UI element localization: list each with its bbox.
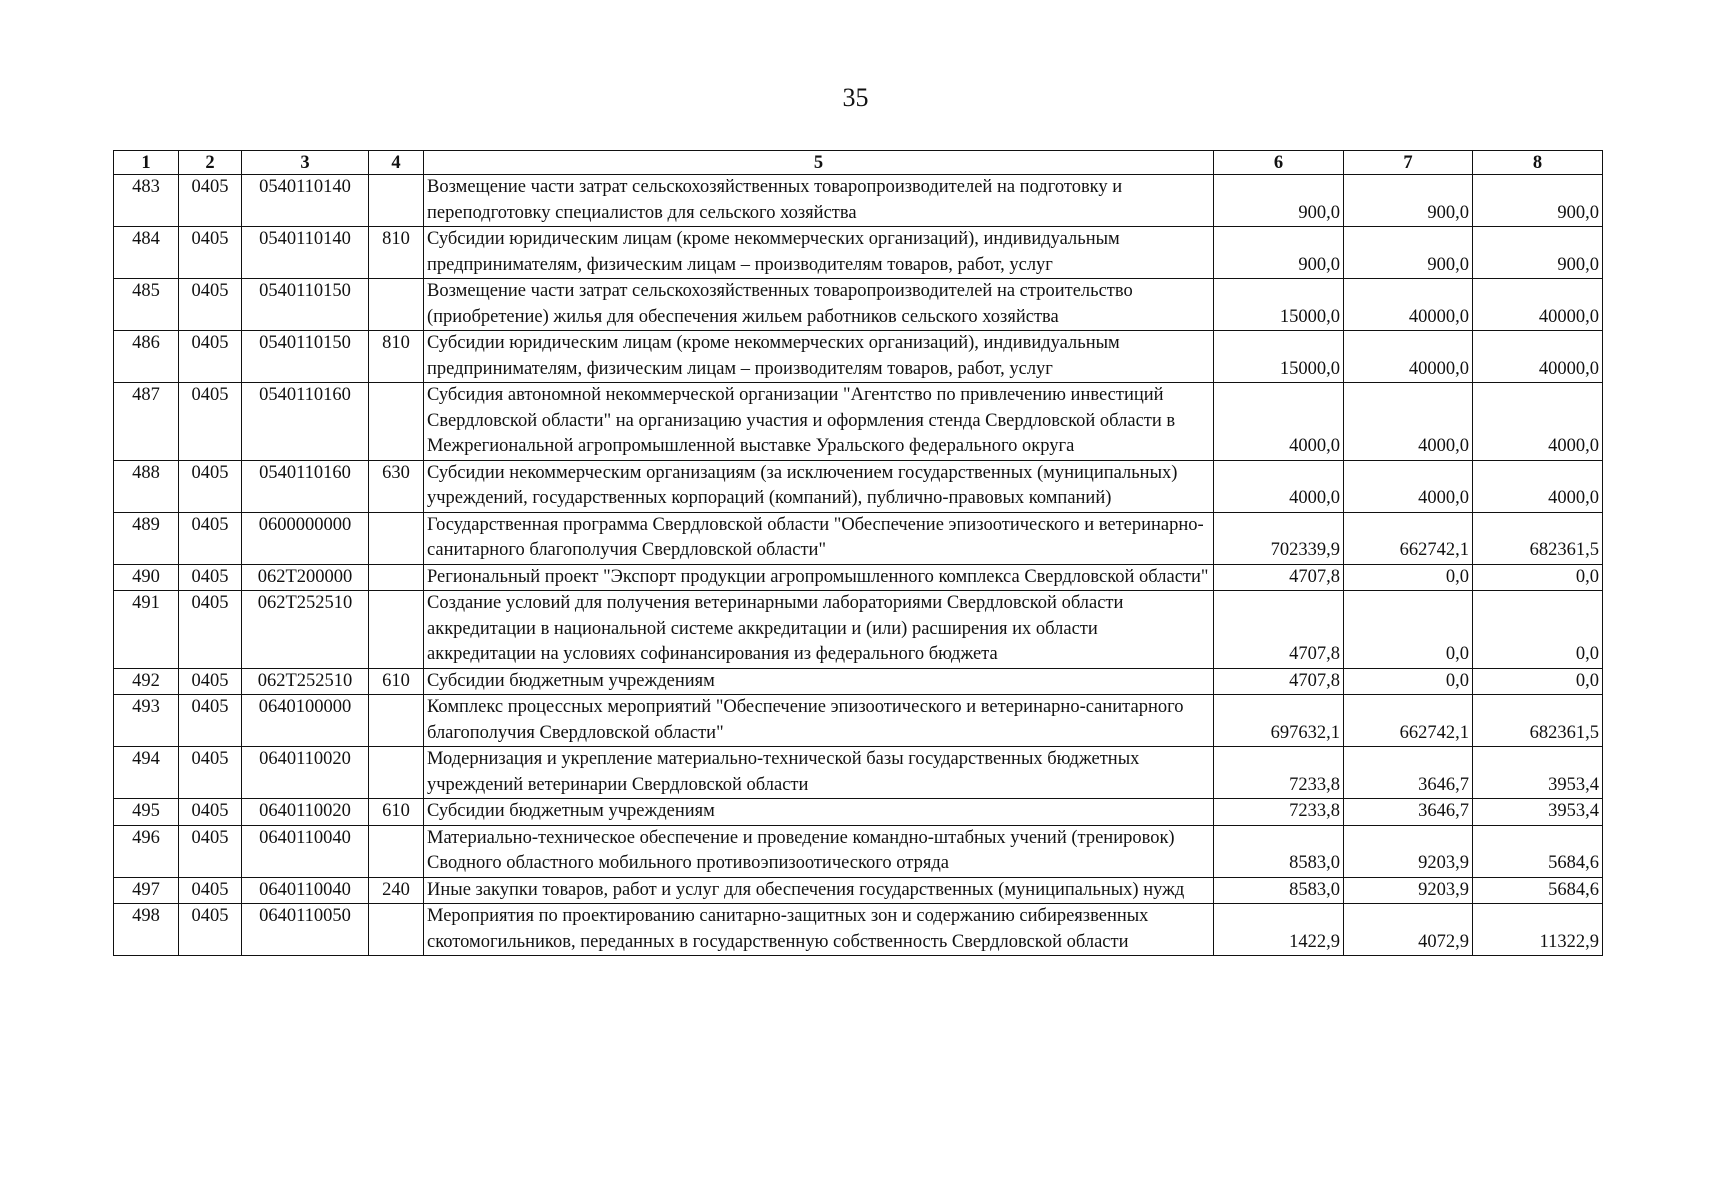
header-col-4: 4 (369, 151, 424, 175)
amount-col-7: 4000,0 (1344, 383, 1473, 461)
amount-col-7: 3646,7 (1344, 799, 1473, 826)
target-article-code: 0640110020 (242, 747, 369, 799)
expense-type-code (369, 564, 424, 591)
amount-col-7: 0,0 (1344, 564, 1473, 591)
table-row (114, 695, 1603, 747)
header-col-1: 1 (114, 151, 179, 175)
table-row (114, 279, 1603, 331)
amount-col-8: 5684,6 (1473, 877, 1603, 904)
row-number: 487 (114, 383, 179, 461)
table-row (114, 877, 1603, 904)
row-number: 493 (114, 695, 179, 747)
section-code: 0405 (179, 383, 242, 461)
section-code: 0405 (179, 591, 242, 669)
section-code: 0405 (179, 227, 242, 279)
expense-type-code: 630 (369, 460, 424, 512)
table-row (114, 747, 1603, 799)
header-col-6: 6 (1214, 151, 1344, 175)
amount-col-6: 900,0 (1214, 227, 1344, 279)
item-description: Возмещение части затрат сельскохозяйственных товаропроизводителей на подготовку и переподготовку специалистов для сельского хозяйства (424, 175, 1214, 227)
table-row (114, 904, 1603, 956)
item-description: Возмещение части затрат сельскохозяйственных товаропроизводителей на строительство (приобретение) жилья для обеспечения жильем работников сельского хозяйства (424, 279, 1214, 331)
amount-col-7: 4000,0 (1344, 460, 1473, 512)
item-description: Субсидии юридическим лицам (кроме некоммерческих организаций), индивидуальным предпринимателям, физическим лицам – производителям товаров, работ, услуг (424, 331, 1214, 383)
item-description: Государственная программа Свердловской области "Обеспечение эпизоотического и ветеринарно-санитарного благополучия Свердловской области" (424, 512, 1214, 564)
amount-col-6: 7233,8 (1214, 799, 1344, 826)
target-article-code: 0640110050 (242, 904, 369, 956)
amount-col-7: 3646,7 (1344, 747, 1473, 799)
item-description: Комплекс процессных мероприятий "Обеспечение эпизоотического и ветеринарно-санитарного благополучия Свердловской области" (424, 695, 1214, 747)
amount-col-8: 5684,6 (1473, 825, 1603, 877)
header-col-8: 8 (1473, 151, 1603, 175)
amount-col-7: 40000,0 (1344, 279, 1473, 331)
expense-type-code: 610 (369, 799, 424, 826)
amount-col-7: 0,0 (1344, 668, 1473, 695)
row-number: 490 (114, 564, 179, 591)
amount-col-6: 4707,8 (1214, 668, 1344, 695)
target-article-code: 0640110020 (242, 799, 369, 826)
amount-col-7: 900,0 (1344, 227, 1473, 279)
amount-col-8: 3953,4 (1473, 799, 1603, 826)
amount-col-6: 7233,8 (1214, 747, 1344, 799)
expense-type-code (369, 383, 424, 461)
amount-col-6: 4707,8 (1214, 564, 1344, 591)
target-article-code: 0540110160 (242, 383, 369, 461)
table-row (114, 512, 1603, 564)
section-code: 0405 (179, 695, 242, 747)
amount-col-6: 4000,0 (1214, 383, 1344, 461)
amount-col-8: 40000,0 (1473, 331, 1603, 383)
item-description: Создание условий для получения ветеринарными лабораториями Свердловской области аккредитации в национальной системе аккредитации и (или) расширения их области аккредитации на условиях софинансирования из федерального бюджета (424, 591, 1214, 669)
target-article-code: 0540110150 (242, 331, 369, 383)
target-article-code: 062T252510 (242, 668, 369, 695)
amount-col-7: 662742,1 (1344, 512, 1473, 564)
amount-col-6: 900,0 (1214, 175, 1344, 227)
row-number: 496 (114, 825, 179, 877)
amount-col-6: 4707,8 (1214, 591, 1344, 669)
amount-col-8: 900,0 (1473, 175, 1603, 227)
expense-type-code (369, 825, 424, 877)
row-number: 497 (114, 877, 179, 904)
row-number: 498 (114, 904, 179, 956)
item-description: Субсидии юридическим лицам (кроме некоммерческих организаций), индивидуальным предпринимателям, физическим лицам – производителям товаров, работ, услуг (424, 227, 1214, 279)
amount-col-7: 0,0 (1344, 591, 1473, 669)
item-description: Модернизация и укрепление материально-технической базы государственных бюджетных учреждений ветеринарии Свердловской области (424, 747, 1214, 799)
target-article-code: 0640110040 (242, 825, 369, 877)
amount-col-8: 3953,4 (1473, 747, 1603, 799)
amount-col-8: 40000,0 (1473, 279, 1603, 331)
row-number: 488 (114, 460, 179, 512)
table-row (114, 668, 1603, 695)
amount-col-6: 8583,0 (1214, 877, 1344, 904)
section-code: 0405 (179, 279, 242, 331)
amount-col-8: 682361,5 (1473, 695, 1603, 747)
expense-type-code: 810 (369, 331, 424, 383)
table-row (114, 564, 1603, 591)
row-number: 495 (114, 799, 179, 826)
section-code: 0405 (179, 331, 242, 383)
item-description: Субсидии бюджетным учреждениям (424, 668, 1214, 695)
amount-col-6: 15000,0 (1214, 279, 1344, 331)
table-row (114, 591, 1603, 669)
table-row (114, 227, 1603, 279)
section-code: 0405 (179, 904, 242, 956)
amount-col-8: 11322,9 (1473, 904, 1603, 956)
amount-col-7: 4072,9 (1344, 904, 1473, 956)
item-description: Субсидия автономной некоммерческой организации "Агентство по привлечению инвестиций Свердловской области" на организацию участия и оформления стенда Свердловской области в Межрегиональной агропромышленной выставке Уральского федерального округа (424, 383, 1214, 461)
amount-col-7: 9203,9 (1344, 825, 1473, 877)
amount-col-7: 900,0 (1344, 175, 1473, 227)
amount-col-7: 9203,9 (1344, 877, 1473, 904)
expense-type-code: 610 (369, 668, 424, 695)
amount-col-6: 1422,9 (1214, 904, 1344, 956)
header-col-3: 3 (242, 151, 369, 175)
amount-col-6: 702339,9 (1214, 512, 1344, 564)
row-number: 494 (114, 747, 179, 799)
expense-type-code (369, 591, 424, 669)
expense-type-code (369, 279, 424, 331)
amount-col-8: 0,0 (1473, 668, 1603, 695)
section-code: 0405 (179, 825, 242, 877)
amount-col-8: 682361,5 (1473, 512, 1603, 564)
section-code: 0405 (179, 799, 242, 826)
header-col-2: 2 (179, 151, 242, 175)
expense-type-code (369, 512, 424, 564)
row-number: 491 (114, 591, 179, 669)
row-number: 492 (114, 668, 179, 695)
target-article-code: 0640100000 (242, 695, 369, 747)
expense-type-code (369, 695, 424, 747)
table-row (114, 460, 1603, 512)
item-description: Иные закупки товаров, работ и услуг для обеспечения государственных (муниципальных) нужд (424, 877, 1214, 904)
amount-col-7: 662742,1 (1344, 695, 1473, 747)
expense-type-code (369, 904, 424, 956)
section-code: 0405 (179, 460, 242, 512)
section-code: 0405 (179, 668, 242, 695)
table-row (114, 799, 1603, 826)
item-description: Субсидии бюджетным учреждениям (424, 799, 1214, 826)
header-col-5: 5 (424, 151, 1214, 175)
expense-type-code: 810 (369, 227, 424, 279)
table-header (114, 151, 1603, 175)
amount-col-8: 900,0 (1473, 227, 1603, 279)
item-description: Мероприятия по проектированию санитарно-защитных зон и содержанию сибиреязвенных скотомогильников, переданных в государственную собственность Свердловской области (424, 904, 1214, 956)
expense-type-code (369, 747, 424, 799)
amount-col-6: 4000,0 (1214, 460, 1344, 512)
expense-type-code: 240 (369, 877, 424, 904)
item-description: Материально-техническое обеспечение и проведение командно-штабных учений (тренировок) Сводного областного мобильного противоэпизоотического отряда (424, 825, 1214, 877)
section-code: 0405 (179, 175, 242, 227)
amount-col-6: 8583,0 (1214, 825, 1344, 877)
target-article-code: 062T200000 (242, 564, 369, 591)
item-description: Субсидии некоммерческим организациям (за исключением государственных (муниципальных) учреждений, государственных корпораций (компаний), публично-правовых компаний) (424, 460, 1214, 512)
table-row (114, 825, 1603, 877)
row-number: 485 (114, 279, 179, 331)
table-row (114, 175, 1603, 227)
amount-col-7: 40000,0 (1344, 331, 1473, 383)
target-article-code: 062T252510 (242, 591, 369, 669)
expense-type-code (369, 175, 424, 227)
target-article-code: 0540110160 (242, 460, 369, 512)
page-number: 35 (842, 83, 869, 112)
row-number: 483 (114, 175, 179, 227)
row-number: 484 (114, 227, 179, 279)
budget-table (113, 150, 1603, 956)
target-article-code: 0540110140 (242, 227, 369, 279)
target-article-code: 0640110040 (242, 877, 369, 904)
table-body (114, 175, 1603, 956)
amount-col-8: 0,0 (1473, 591, 1603, 669)
target-article-code: 0540110150 (242, 279, 369, 331)
item-description: Региональный проект "Экспорт продукции агропромышленного комплекса Свердловской области" (424, 564, 1214, 591)
section-code: 0405 (179, 877, 242, 904)
section-code: 0405 (179, 564, 242, 591)
table-row (114, 331, 1603, 383)
header-row (114, 151, 1603, 175)
table-row (114, 383, 1603, 461)
section-code: 0405 (179, 747, 242, 799)
target-article-code: 0600000000 (242, 512, 369, 564)
amount-col-8: 4000,0 (1473, 460, 1603, 512)
section-code: 0405 (179, 512, 242, 564)
amount-col-6: 697632,1 (1214, 695, 1344, 747)
amount-col-6: 15000,0 (1214, 331, 1344, 383)
row-number: 486 (114, 331, 179, 383)
amount-col-8: 0,0 (1473, 564, 1603, 591)
row-number: 489 (114, 512, 179, 564)
target-article-code: 0540110140 (242, 175, 369, 227)
header-col-7: 7 (1344, 151, 1473, 175)
amount-col-8: 4000,0 (1473, 383, 1603, 461)
